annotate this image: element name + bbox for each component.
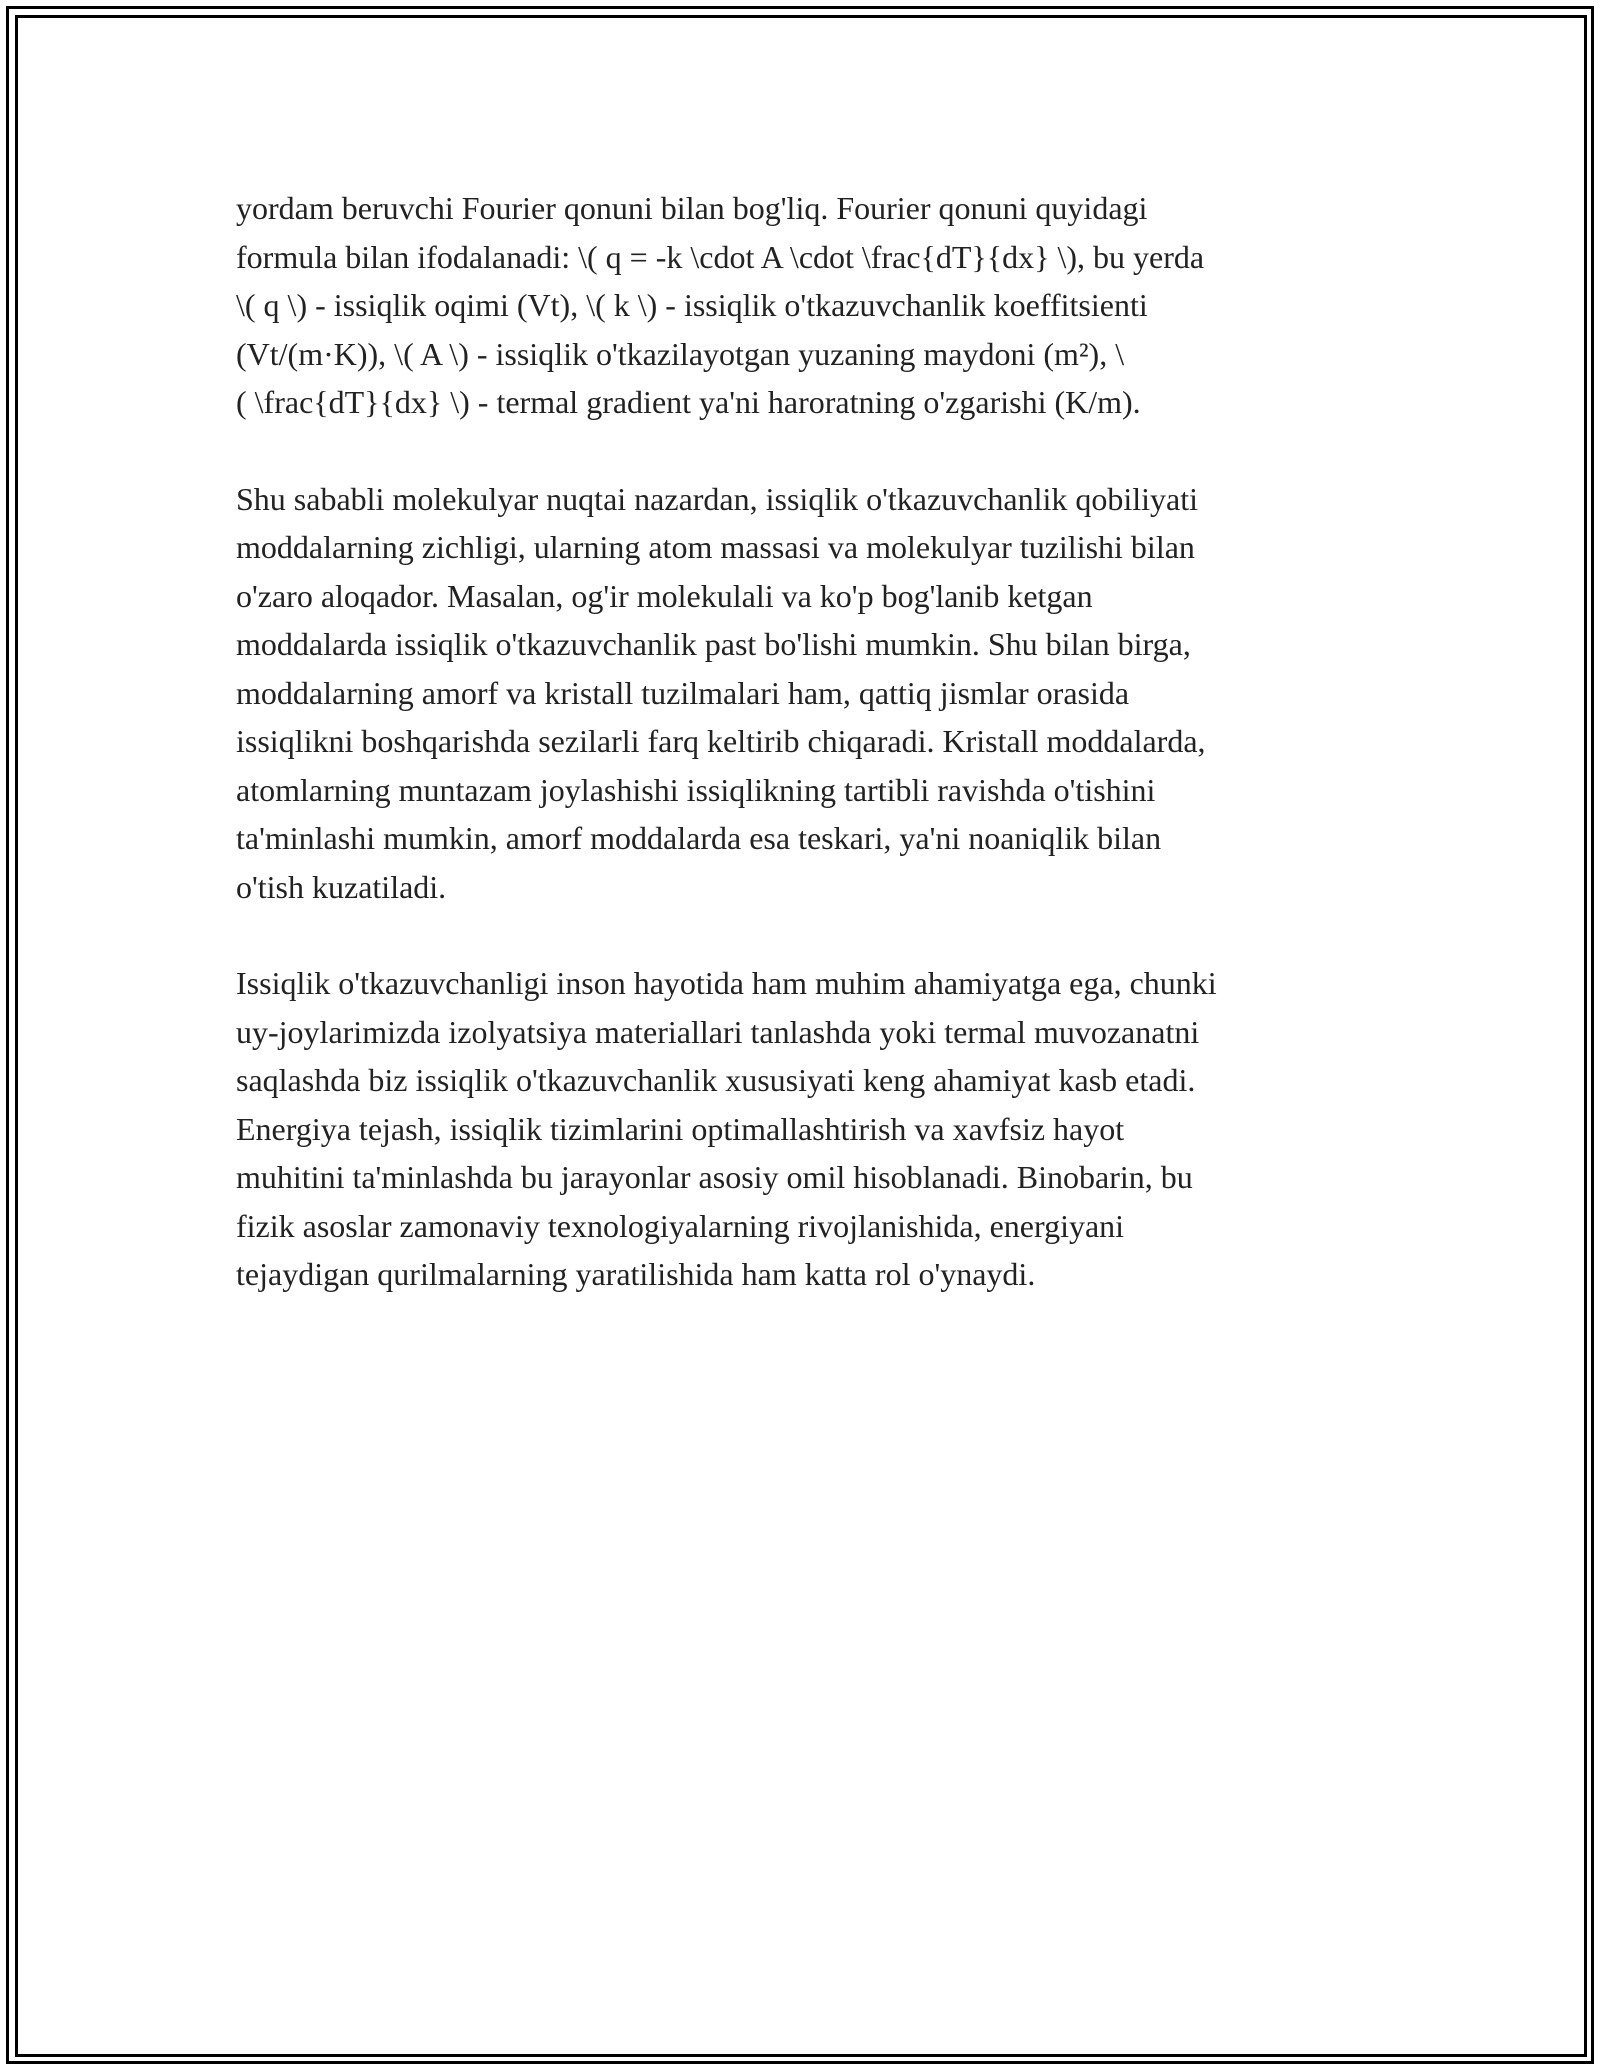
paragraph-molecular-structure: Shu sababli molekulyar nuqtai nazardan, issiqlik o'tkazuvchanlik qobiliyati moddalarning zichligi, ularning atom massasi va molekulyar tuzilishi bilan o'zaro aloqador. Masalan, og'ir molekulali va ko'p bog'lanib ketgan moddalarda issiqlik o'tkazuvchanlik past bo'lishi mumkin. Shu bilan birga, moddalarning amorf va kristall tuzilmalari ham, qattiq jismlar orasida issiqlikni boshqarishda sezilarli farq keltirib chiqaradi. Kristall moddalarda, atomlarning muntazam joylashishi issiqlikning tartibli ravishda o'tishini ta'minlashi mumkin, amorf moddalarda esa teskari, ya'ni noaniqlik bilan o'tish kuzatiladi.	[236, 480, 1206, 905]
document-body	[236, 184, 1364, 1347]
paragraph-practical-importance: Issiqlik o'tkazuvchanligi inson hayotida ham muhim ahamiyatga ega, chunki uy-joylarimizda izolyatsiya materiallari tanlashda yoki termal muvozanatni saqlashda biz issiqlik o'tkazuvchanlik xususiyati keng ahamiyat kasb etadi. Energiya tejash, issiqlik tizimlarini optimallashtirish va xavfsiz hayot muhitini ta'minlashda bu jarayonlar asosiy omil hisoblanadi. Binobarin, bu fizik asoslar zamonaviy texnologiyalarning rivojlanishida, energiyani tejaydigan qurilmalarning yaratilishida ham katta rol o'ynaydi.	[236, 965, 1217, 1292]
paragraph-fourier-law: yordam beruvchi Fourier qonuni bilan bog'liq. Fourier qonuni quyidagi formula bilan ifodalanadi: \( q = -k \cdot A \cdot \frac{dT}{dx} \), bu yerda \( q \) - issiqlik oqimi (Vt), \( k \) - issiqlik o'tkazuvchanlik koeffitsienti (Vt/(m·K)), \( A \) - issiqlik o'tkazilayotgan yuzaning maydoni (m²), \ ( \frac{dT}{dx} \) - termal gradient ya'ni haroratning o'zgarishi (K/m).	[236, 190, 1205, 420]
